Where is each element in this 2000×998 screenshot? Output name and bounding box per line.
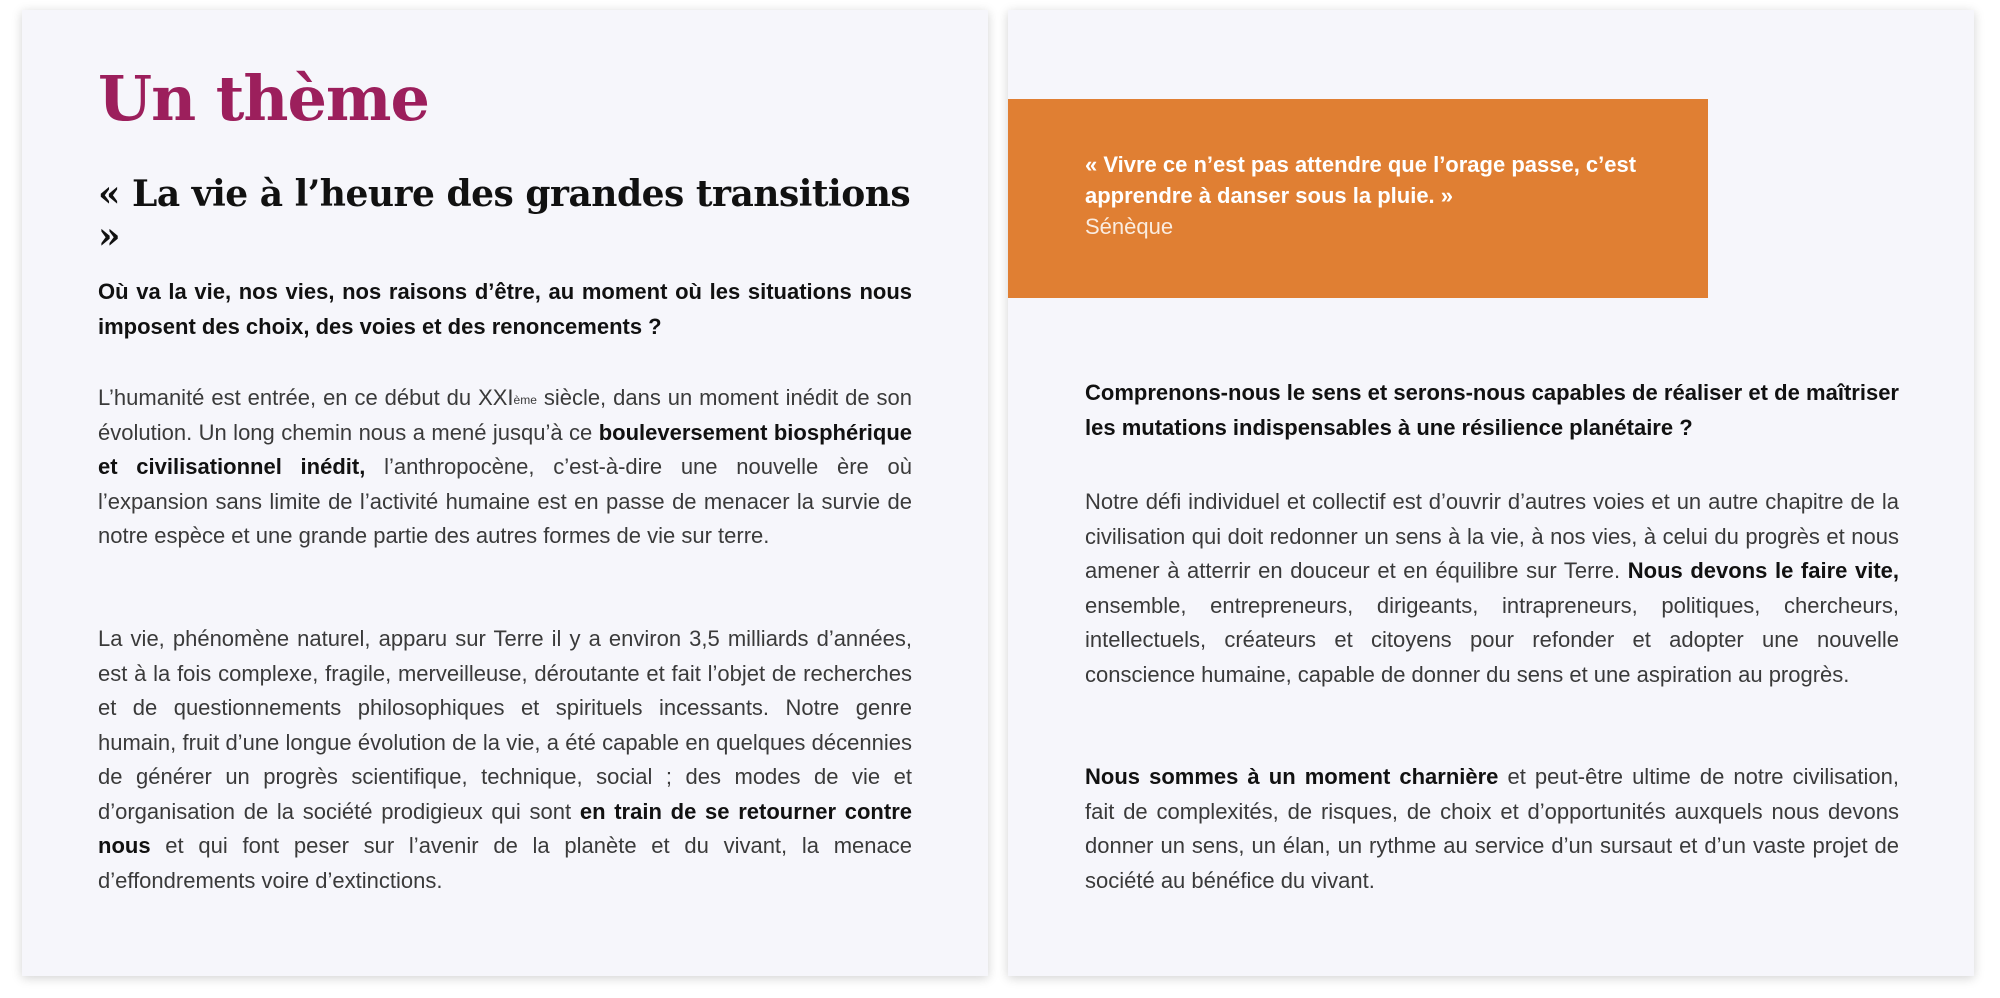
text-span: La vie, phénomène naturel, apparu sur Terre il y a environ 3,5 milliards d’années, est à la fois complexe, fragile, merveilleuse, déroutante et fait l’objet de recherches et de questionnements philosophiques et spirituels incessants. Notre genre humain, fruit d’une longue évolution de la vie, a été capable en quelques décennies de générer un progrès scientifique, technique, social ; des modes de vie et d’organisation de la société prodigieux qui sont [98,626,912,824]
text-span: Notre défi individuel et collectif est d’ouvrir d’autres voies et un autre chapitre de la civilisation qui doit redonner un sens à la vie, à nos vies, à celui du progrès et nous amener à atterrir en douceur et en équilibre sur Terre. [1085,489,1899,583]
text-span: et qui font peser sur l’avenir de la planète et du vivant, la menace d’effondrements voire d’extinctions. [98,833,912,893]
text-span: ensemble, entrepreneurs, dirigeants, intrapreneurs, politiques, chercheurs, intellectuels, créateurs et citoyens pour refonder et adopter une nouvelle conscience humaine, capable de donner du sens et une aspiration au progrès. [1085,592,1899,687]
text-span: l’anthropocène, c’est-à-dire une nouvelle ère où l’expansion sans limite de l’activité humaine est en passe de menacer la survie de notre espèce et une grande partie des autres formes de vie sur terre. [98,454,912,548]
paragraph-anthropocene [98,381,912,554]
paragraph-challenge [1085,485,1899,692]
bold-span: bouleversement biosphérique et civilisationnel inédit, [98,419,912,479]
bold-span: Nous sommes à un moment charnière [1085,764,1499,789]
text-span: L’humanité est entrée, en ce début du XXI [98,385,514,410]
paragraph-life [98,622,912,898]
page-title: Un thème [98,62,429,135]
bold-span: Nous devons le faire vite, [1627,558,1900,583]
bold-span: en train de se retourner contre nous [98,798,912,858]
left-page [22,10,988,976]
quote-box [1008,99,1708,298]
text-span: et peut-être ultime de notre civilisation, fait de complexités, de risques, de choix et d’opportunités auxquels nous devons donner un sens, un élan, un rythme au service d’un sursaut et d’un vaste projet de société au bénéfice du vivant. [1085,764,1899,893]
paragraph-turning-point [1085,760,1899,898]
right-page [1008,10,1974,976]
quote-author: Sénèque [1085,214,1174,239]
intro-question: Comprenons-nous le sens et serons-nous capables de réaliser et de maîtriser les mutations indispensables à une résilience planétaire ? [1085,380,1899,440]
text-span: siècle, dans un moment inédit de son évolution. Un long chemin nous a mené jusqu’à ce [98,385,912,445]
page-subtitle: « La vie à l’heure des grandes transitions » [98,173,911,257]
quote-text: « Vivre ce n’est pas attendre que l’orage passe, c’est apprendre à danser sous la pluie. » [1085,152,1637,208]
superscript: ème [513,393,537,407]
intro-question: Où va la vie, nos vies, nos raisons d’être, au moment où les situations nous imposent des choix, des voies et des renoncements ? [98,279,912,339]
